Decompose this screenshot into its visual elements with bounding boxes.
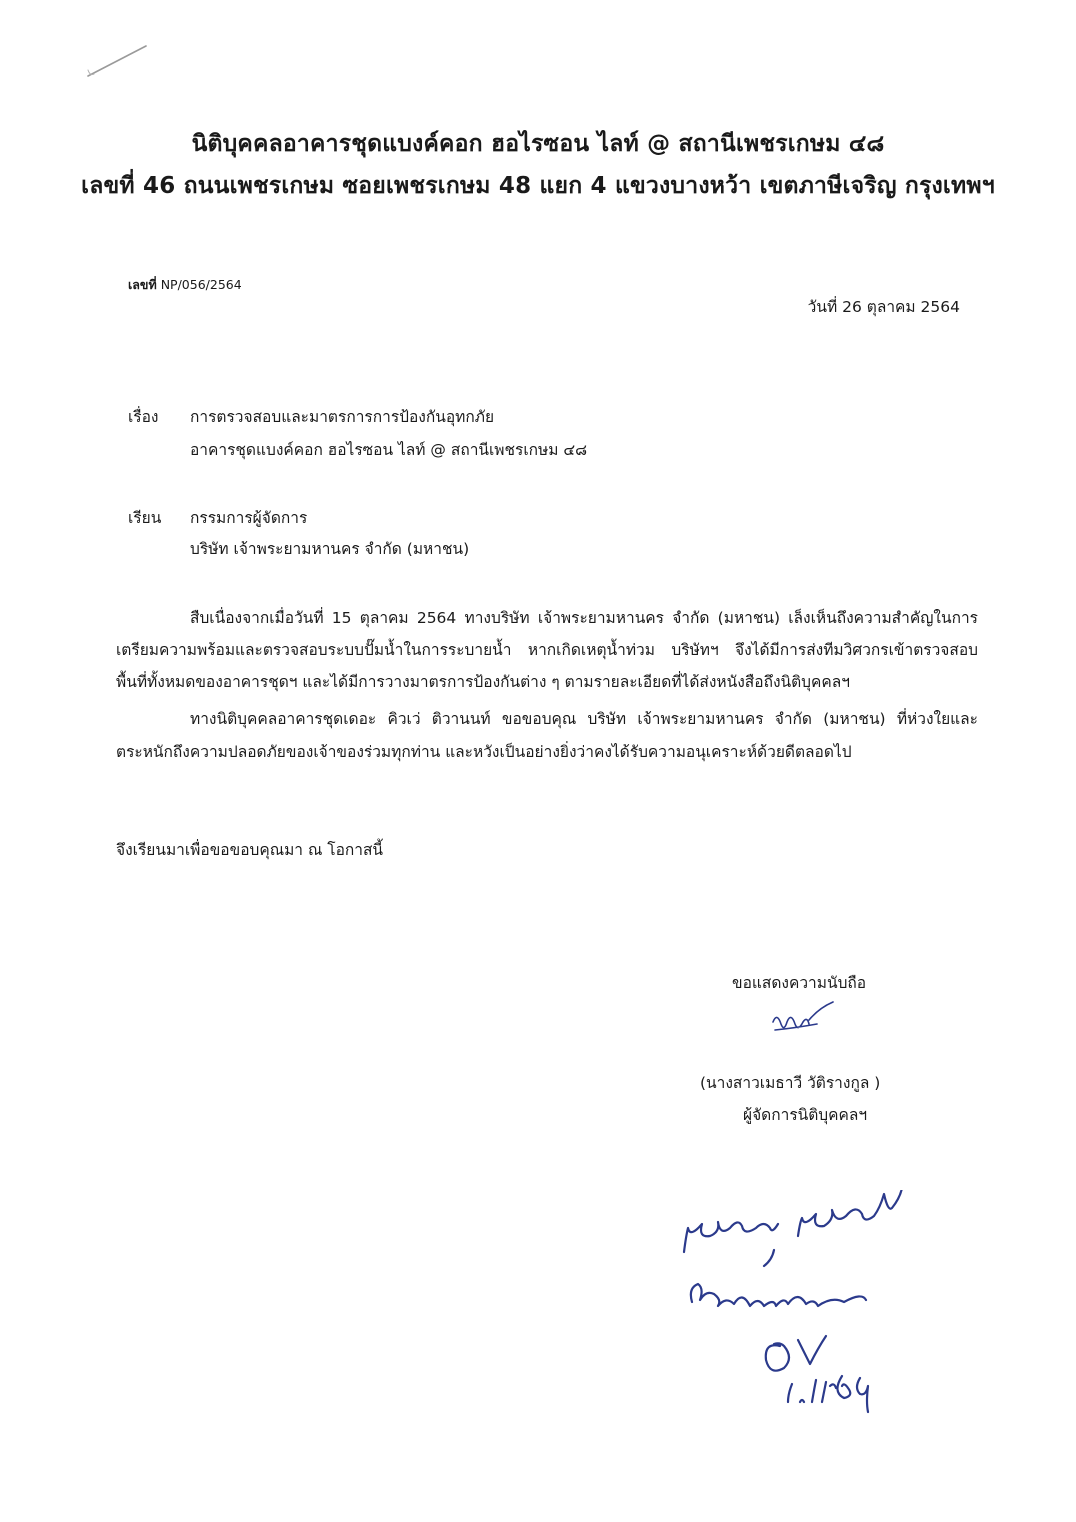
subject-label: เรื่อง bbox=[128, 408, 159, 426]
recipient-label: เรียน bbox=[128, 509, 162, 527]
body-paragraph-1-line-1: สืบเนื่องจากเมื่อวันที่ 15 ตุลาคม 2564 ทางบริษัท เจ้าพระยามหานคร จำกัด (มหาชน) เล็งเห็นถึงความสำคัญในการ bbox=[190, 609, 978, 627]
letterhead-line-1: นิติบุคคลอาคารชุดแบงค์คอก ฮอไรซอน ไลท์ @ สถานีเพชรเกษม ๔๘ bbox=[191, 131, 885, 157]
recipient-line-1: กรรมการผู้จัดการ bbox=[190, 509, 308, 527]
letterhead-line-2: เลขที่ 46 ถนนเพชรเกษม ซอยเพชรเกษม 48 แยก 4 แขวงบางหว้า เขตภาษีเจริญ กรุงเทพฯ bbox=[81, 173, 995, 199]
subject-line-1: การตรวจสอบและมาตรการการป้องกันอุทกภัย bbox=[190, 408, 495, 426]
handwritten-note bbox=[670, 1190, 970, 1430]
signatory-position: ผู้จัดการนิติบุคคลฯ bbox=[743, 1106, 868, 1124]
pencil-mark bbox=[80, 40, 160, 85]
body-paragraph-2-line-2: ตระหนักถึงความปลอดภัยของเจ้าของร่วมทุกท่าน และหวังเป็นอย่างยิ่งว่าคงได้รับความอนุเคราะห์ด้วยดีตลอดไป bbox=[116, 743, 852, 761]
closing-line: จึงเรียนมาเพื่อขอขอบคุณมา ณ โอกาสนี้ bbox=[116, 841, 384, 859]
letter-date: วันที่ 26 ตุลาคม 2564 bbox=[807, 298, 960, 316]
document-number-value: NP/056/2564 bbox=[160, 277, 242, 292]
body-paragraph-1-line-2: เตรียมความพร้อมและตรวจสอบระบบปั๊มน้ำในการระบายน้ำ หากเกิดเหตุน้ำท่วม บริษัทฯ จึงได้มีการส่งทีมวิศวกรเข้าตรวจสอบ bbox=[116, 641, 978, 659]
signatory-name: (นางสาวเมธาวี วัติรางกูล ) bbox=[700, 1074, 881, 1092]
body-paragraph-1-line-3: พื้นที่ทั้งหมดของอาคารชุดฯ และได้มีการวางมาตรการป้องกันต่าง ๆ ตามรายละเอียดที่ได้ส่งหนังสือถึงนิติบุคคลฯ bbox=[116, 673, 850, 691]
document-number bbox=[128, 275, 242, 295]
signature-scribble bbox=[765, 1000, 845, 1045]
signature-salutation: ขอแสดงความนับถือ bbox=[732, 974, 867, 992]
document-number-label: เลขที่ bbox=[128, 277, 157, 292]
body-paragraph-2-line-1: ทางนิติบุคคลอาคารชุดเดอะ คิวเว่ ติวานนท์ ขอขอบคุณ บริษัท เจ้าพระยามหานคร จำกัด (มหาชน) ที่ห่วงใยและ bbox=[190, 710, 978, 728]
recipient-line-2: บริษัท เจ้าพระยามหานคร จำกัด (มหาชน) bbox=[190, 540, 470, 558]
subject-line-2: อาคารชุดแบงค์คอก ฮอไรซอน ไลท์ @ สถานีเพชรเกษม ๔๘ bbox=[190, 441, 588, 459]
